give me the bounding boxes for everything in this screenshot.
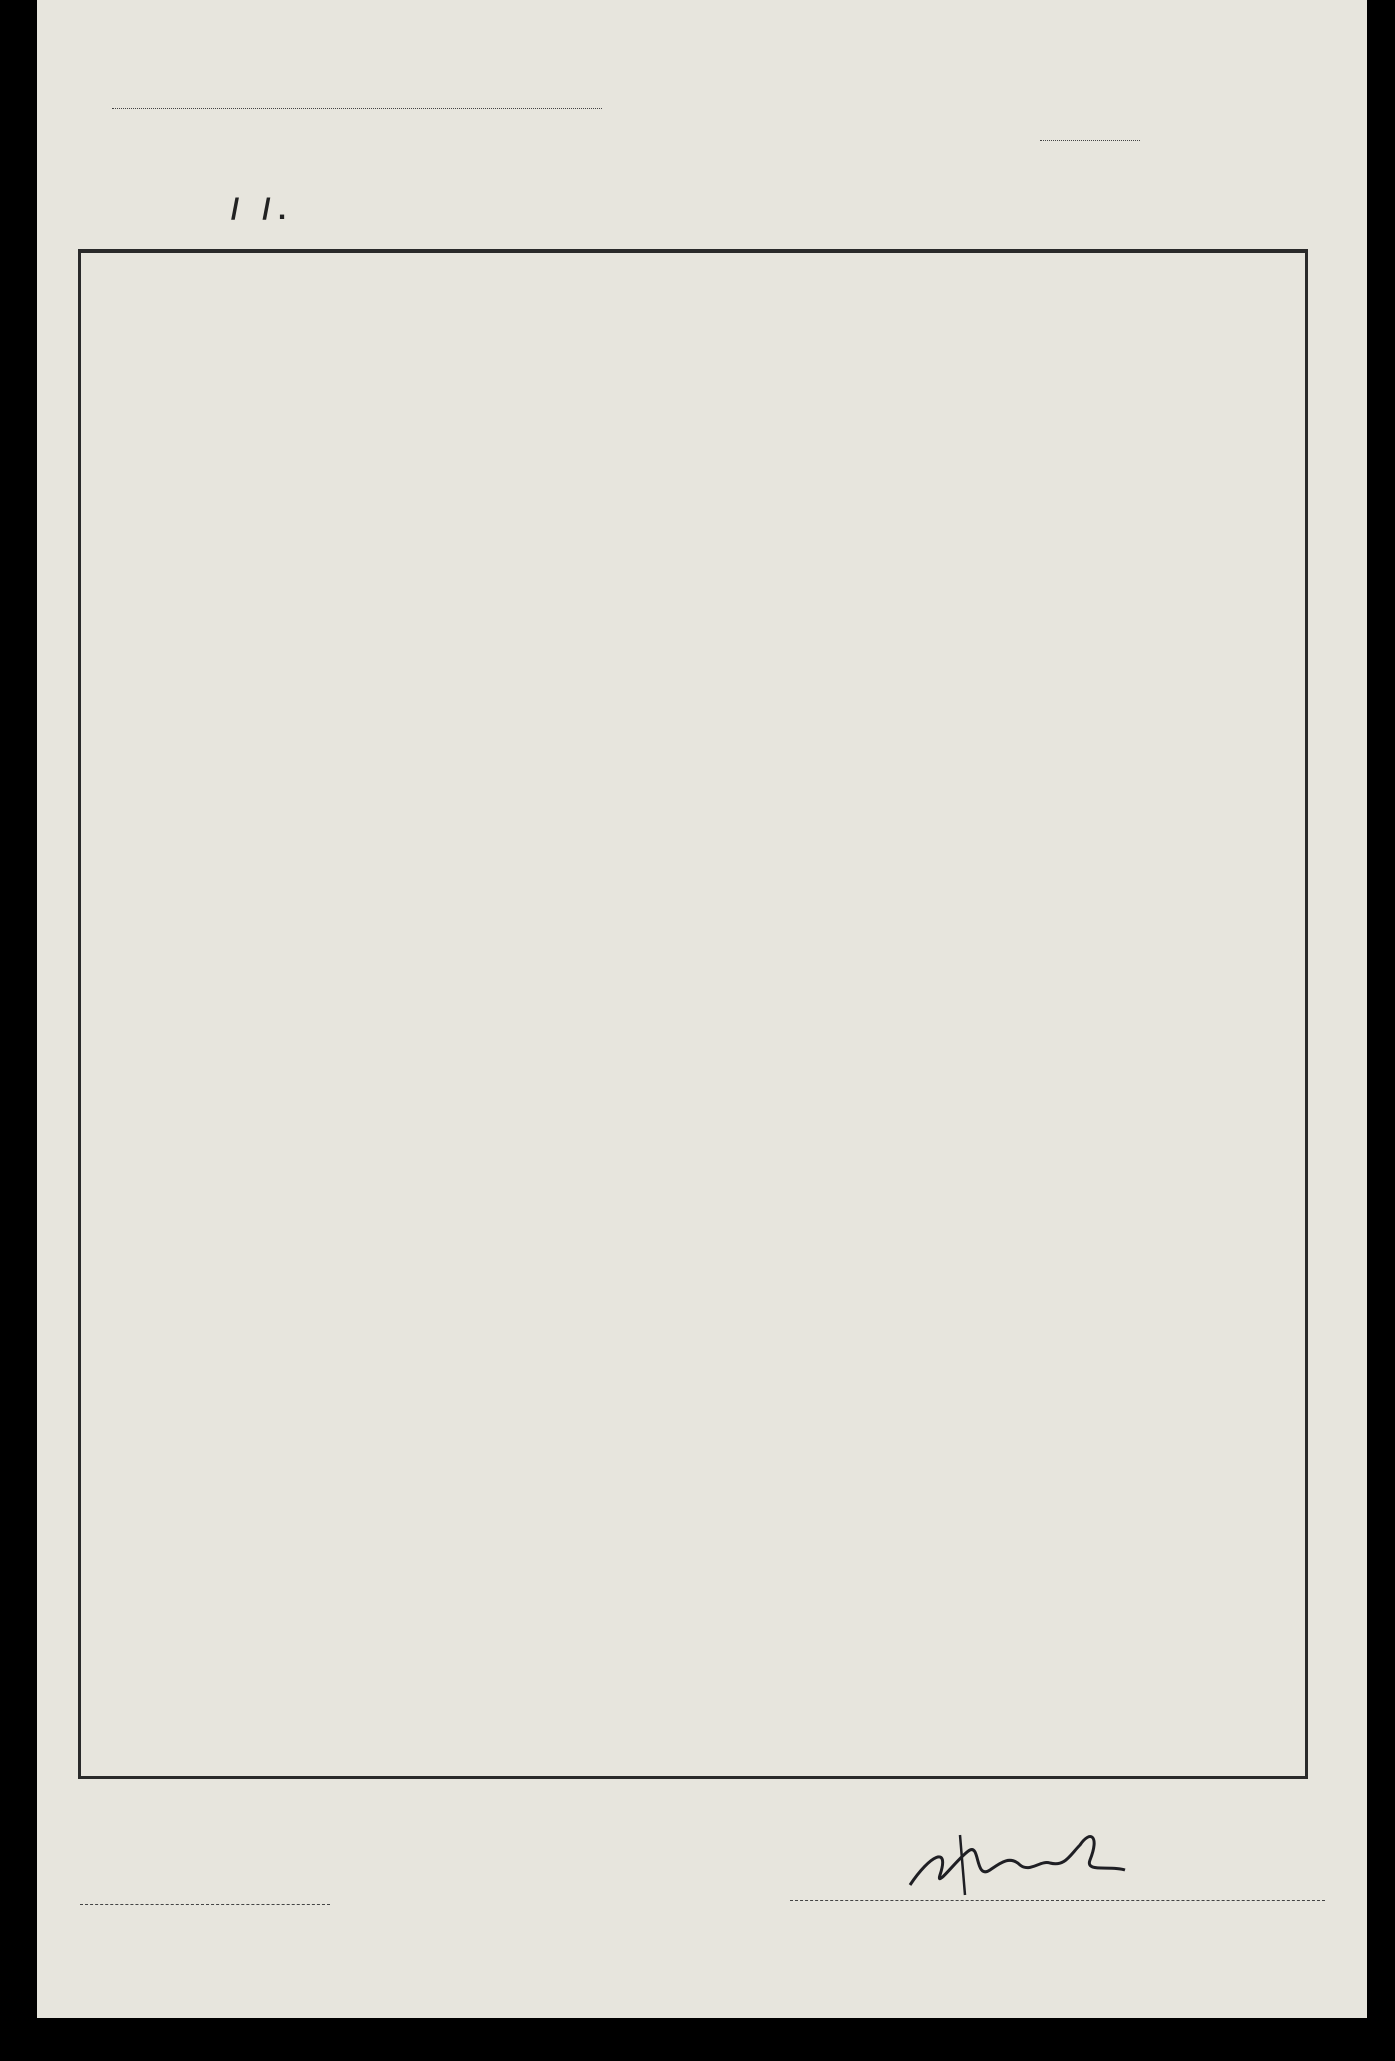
title-period: . [270,193,286,226]
date-sep-2: / [254,193,271,226]
page-subtitle [223,193,286,228]
notes [218,1792,284,1941]
strength-table [78,249,1308,1779]
serial-line [1040,140,1140,141]
date-sep-1: / [223,193,247,226]
despatch-date-line [80,1904,330,1905]
commander-signature [900,1815,1160,1905]
signature-line [790,1900,1325,1901]
unit-line [112,80,602,109]
